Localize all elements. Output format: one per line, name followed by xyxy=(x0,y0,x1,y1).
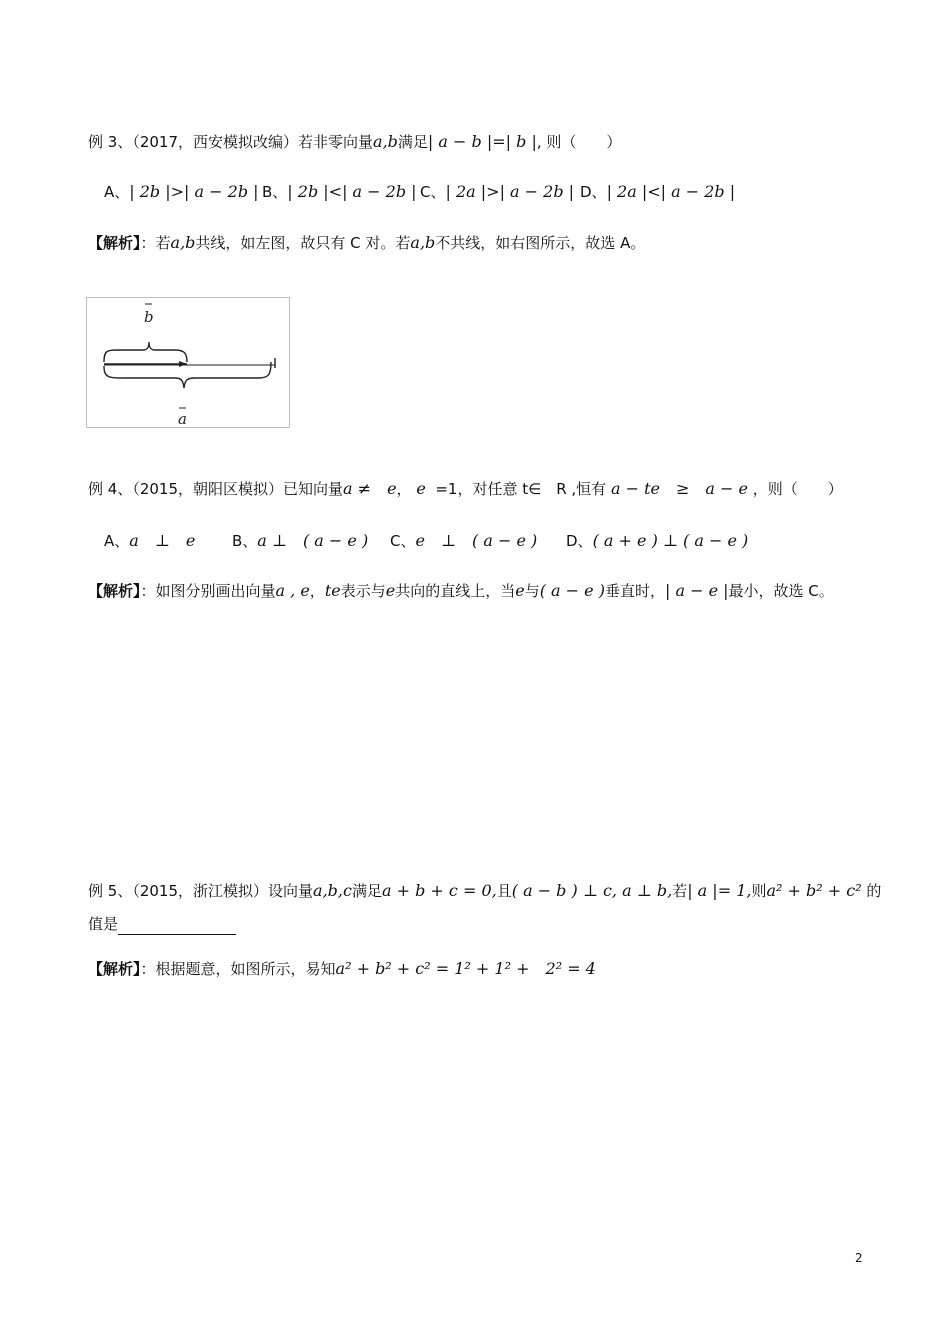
ex5-target: a² + b² + c² xyxy=(766,881,862,900)
brace-a xyxy=(104,362,271,388)
ex5-cond: a + b + c = 0, xyxy=(381,881,497,900)
ex5-label: 例 5 xyxy=(88,882,118,900)
vector-b-arrowhead xyxy=(179,361,187,367)
ex3-label: 例 3 xyxy=(88,133,118,151)
ex3-text3: , 则（ ） xyxy=(536,133,622,151)
ex4-analysis-ae: ( a − e ) xyxy=(539,581,605,600)
ex4-option-d xyxy=(566,530,748,552)
ex4-text1: 已知向量 xyxy=(283,480,344,498)
ex3-text1: 若非零向量 xyxy=(298,133,374,151)
ex4-option-b xyxy=(232,530,368,552)
ex4-analysis-e2: e xyxy=(515,581,525,600)
ex4-sep: 、 xyxy=(117,480,133,498)
ex4-analysis-4: 共向的直线上，当 xyxy=(395,582,516,600)
ex3-option-c-expr: | 2a |>| a − 2b | xyxy=(445,182,575,201)
ex3-option-b-letter: B、 xyxy=(262,183,288,201)
ex4-analysis-e: e xyxy=(385,581,396,600)
ex5-line2: 值是 xyxy=(88,915,119,933)
ex3-option-a xyxy=(104,181,259,203)
ex3-option-b xyxy=(262,181,417,203)
ex3-analysis-vars2: a,b xyxy=(410,233,436,252)
ex3-option-a-letter: A、 xyxy=(104,183,130,201)
ex5-vars: a,b,c xyxy=(313,881,352,900)
ex3-analysis xyxy=(88,232,645,254)
ex4-option-a-letter: A、 xyxy=(104,532,130,550)
ex5-analysis-tag: 【解析】 xyxy=(88,960,141,978)
ex4-analysis-2: ， xyxy=(309,582,325,600)
ex4-option-d-expr: ( a + e ) ⊥ ( a − e ) xyxy=(592,531,749,550)
ex5-text3: 且 xyxy=(496,882,512,900)
ex4-source: （2015，朝阳区模拟） xyxy=(132,480,284,498)
ex3-analysis-tag: 【解析】 xyxy=(88,234,141,252)
ex4-label: 例 4 xyxy=(88,480,118,498)
ex3-question xyxy=(88,131,621,153)
ex4-cond3: =1 xyxy=(435,480,458,498)
ex5-question-line2 xyxy=(88,913,236,935)
ex5-analysis-eq: a² + b² + c² = 1² + 1² + 2² = 4 xyxy=(335,959,596,978)
ex4-analysis-tag: 【解析】 xyxy=(88,582,141,600)
ex3-analysis-colon: ：若 xyxy=(140,234,171,252)
ex3-option-b-expr: | 2b |<| a − 2b | xyxy=(287,182,417,201)
ex3-cond: | a − b |=| b | xyxy=(427,132,537,151)
ex5-cond3: | a |= 1, xyxy=(687,881,752,900)
ex4-option-b-expr: a ⊥ ( a − e ) xyxy=(257,531,369,550)
page-number: 2 xyxy=(855,1251,863,1265)
ex4-option-a xyxy=(104,530,195,552)
ex4-analysis-5: 与 xyxy=(524,582,540,600)
ex4-option-d-letter: D、 xyxy=(566,532,593,550)
ex4-option-a-expr: a ⊥ e xyxy=(129,531,196,550)
label-b: b xyxy=(144,308,154,326)
ex4-cond2: e xyxy=(416,479,426,498)
ex5-source: （2015，浙江模拟） xyxy=(132,882,269,900)
label-a: a xyxy=(178,410,187,428)
ex5-text2: 满足 xyxy=(351,882,382,900)
ex4-sep2: ， xyxy=(396,480,412,498)
ex5-question xyxy=(88,880,881,902)
ex3-option-d xyxy=(580,181,735,203)
ex3-option-d-letter: D、 xyxy=(580,183,607,201)
ex4-analysis-abs: | a − e | xyxy=(664,581,729,600)
ex3-source: （2017，西安模拟改编） xyxy=(132,133,299,151)
ex4-option-c-expr: e ⊥ ( a − e ) xyxy=(415,531,538,550)
ex3-analysis-end: 不共线，如右图所示，故选 A。 xyxy=(435,234,646,252)
brace-b xyxy=(104,342,187,362)
ex4-analysis xyxy=(88,580,834,602)
vector-diagram xyxy=(87,298,291,429)
ex5-analysis-1: ：根据题意，如图所示，易知 xyxy=(140,960,336,978)
ex3-option-a-expr: | 2b |>| a − 2b | xyxy=(129,182,259,201)
ex4-analysis-6: 垂直时， xyxy=(604,582,665,600)
ex4-inequality: a − te ≥ a − e xyxy=(610,479,748,498)
ex4-option-c-letter: C、 xyxy=(390,532,416,550)
ex4-text2: ，对任意 t∈ R ,恒有 xyxy=(457,480,607,498)
ex4-analysis-1: ：如图分别画出向量 xyxy=(140,582,276,600)
answer-blank[interactable] xyxy=(118,918,236,935)
ex3-analysis-mid: 共线，如左图，故只有 C 对。若 xyxy=(195,234,411,252)
ex4-cond1: a ≠ e xyxy=(343,479,397,498)
ex4-analysis-3: 表示与 xyxy=(340,582,386,600)
ex4-analysis-te: te xyxy=(324,581,341,600)
ex3-vars: a,b xyxy=(373,132,398,151)
ex5-sep: 、 xyxy=(117,882,133,900)
ex4-text3: ，则（ ） xyxy=(752,480,843,498)
ex3-analysis-vars: a,b xyxy=(170,233,196,252)
ex4-question xyxy=(88,478,843,500)
ex3-option-c xyxy=(420,181,574,203)
ex5-text5: 则 xyxy=(751,882,767,900)
ex4-option-b-letter: B、 xyxy=(232,532,258,550)
ex3-text2: 满足 xyxy=(397,133,428,151)
ex4-analysis-7: 最小，故选 C。 xyxy=(728,582,834,600)
ex5-analysis xyxy=(88,958,596,980)
ex3-sep: 、 xyxy=(117,133,133,151)
ex4-analysis-vars: a , e xyxy=(275,581,310,600)
ex4-option-c xyxy=(390,530,537,552)
ex5-text4: 若 xyxy=(672,882,688,900)
ex3-option-c-letter: C、 xyxy=(420,183,446,201)
ex3-figure xyxy=(86,297,290,428)
ex5-text6: 的 xyxy=(866,882,882,900)
ex5-cond2: ( a − b ) ⊥ c, a ⊥ b, xyxy=(511,881,673,900)
ex5-text1: 设向量 xyxy=(268,882,314,900)
ex3-option-d-expr: | 2a |<| a − 2b | xyxy=(606,182,736,201)
